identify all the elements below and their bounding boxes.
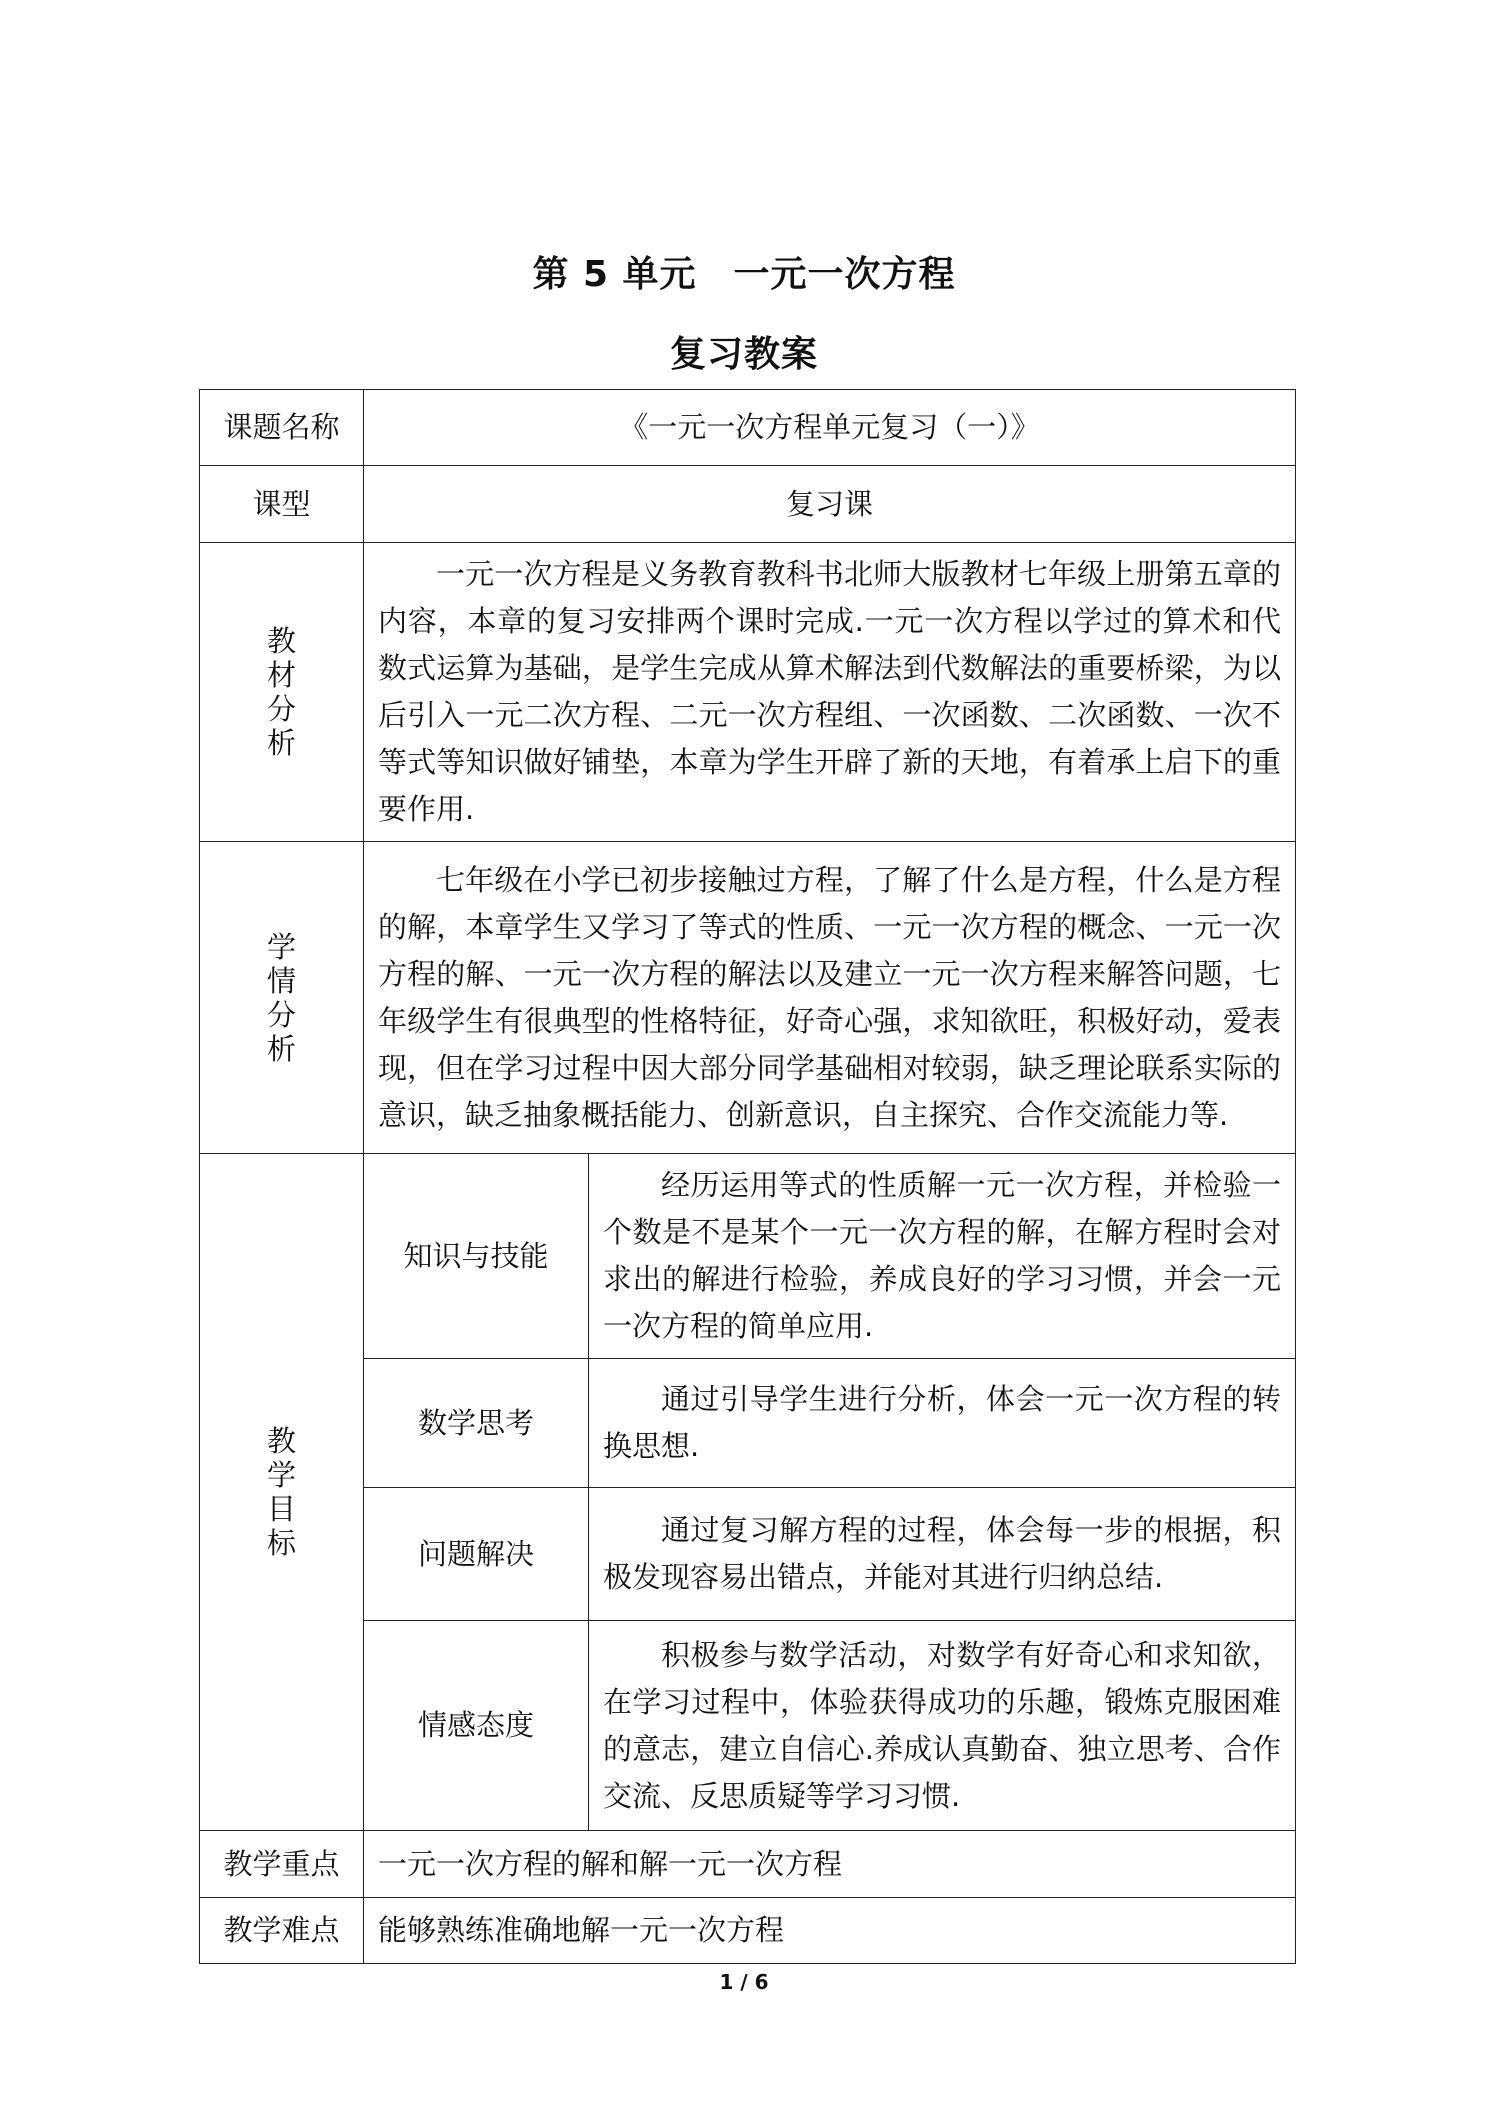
material-label-char: 析 [266, 726, 296, 760]
row-difficulty [200, 1898, 1296, 1964]
difficulty-value: 能够熟练准确地解一元一次方程 [364, 1898, 1296, 1964]
goal-label: 知识与技能 [364, 1154, 589, 1359]
material-text: 一元一次方程是义务教育教科书北师大版教材七年级上册第五章的内容，本章的复习安排两个课时完成.一元一次方程以学过的算术和代数式运算为基础，是学生完成从算术解法到代数解法的重要桥梁，为以后引入一元二次方程、二元一次方程组、一次函数、二次函数、一次不等式等知识做好铺垫，本章为学生开辟了新的天地，有着承上启下的重要作用. [364, 543, 1296, 842]
lesson-plan-table [199, 389, 1296, 1964]
goals-label-char: 教 [266, 1424, 296, 1458]
goal-text: 通过引导学生进行分析，体会一元一次方程的转换思想. [589, 1359, 1296, 1488]
students-text: 七年级在小学已初步接触过方程，了解了什么是方程，什么是方程的解，本章学生又学习了等式的性质、一元一次方程的概念、一元一次方程的解、一元一次方程的解法以及建立一元一次方程来解答问题，七年级学生有很典型的性格特征，好奇心强，求知欲旺，积极好动，爱表现，但在学习过程中因大部分同学基础相对较弱，缺乏理论联系实际的意识，缺乏抽象概括能力、创新意识，自主探究、合作交流能力等. [364, 842, 1296, 1154]
material-label [200, 543, 364, 842]
page-number: 1 / 6 [719, 1970, 769, 1994]
students-label [200, 842, 364, 1154]
topic-value: 《一元一次方程单元复习（一）》 [364, 390, 1296, 466]
students-label-char: 分 [266, 997, 296, 1032]
document-title: 第 5 单元 一元一次方程 [532, 254, 956, 295]
material-label-char: 教 [266, 624, 296, 658]
students-label-char: 学 [266, 929, 296, 964]
goal-text: 经历运用等式的性质解一元一次方程，并检验一个数是不是某个一元一次方程的解，在解方程时会对求出的解进行检验，养成良好的学习习惯，并会一元一次方程的简单应用. [589, 1154, 1296, 1359]
students-label-char: 情 [266, 963, 296, 998]
row-goal-problem [200, 1488, 1296, 1621]
goal-label: 情感态度 [364, 1621, 589, 1831]
row-goal-thinking [200, 1359, 1296, 1488]
row-topic [200, 390, 1296, 466]
goals-label-char: 标 [266, 1526, 296, 1560]
goal-label: 数学思考 [364, 1359, 589, 1488]
material-label-char: 材 [266, 658, 296, 692]
goals-label-char: 目 [266, 1492, 296, 1526]
type-label: 课型 [200, 466, 364, 543]
document-subtitle: 复习教案 [669, 334, 818, 375]
students-label-char: 析 [266, 1031, 296, 1066]
key-point-label: 教学重点 [200, 1831, 364, 1898]
key-point-value: 一元一次方程的解和解一元一次方程 [364, 1831, 1296, 1898]
row-goal-attitude [200, 1621, 1296, 1831]
row-students [200, 842, 1296, 1154]
row-material [200, 543, 1296, 842]
difficulty-label: 教学难点 [200, 1898, 364, 1964]
row-type [200, 466, 1296, 543]
goals-label-char: 学 [266, 1458, 296, 1492]
goals-label [200, 1154, 364, 1831]
row-key-point [200, 1831, 1296, 1898]
row-goal-knowledge [200, 1154, 1296, 1359]
goal-text: 积极参与数学活动，对数学有好奇心和求知欲，在学习过程中，体验获得成功的乐趣，锻炼克服困难的意志，建立自信心.养成认真勤奋、独立思考、合作交流、反思质疑等学习习惯. [589, 1621, 1296, 1831]
topic-label: 课题名称 [200, 390, 364, 466]
type-value: 复习课 [364, 466, 1296, 543]
goal-text: 通过复习解方程的过程，体会每一步的根据，积极发现容易出错点，并能对其进行归纳总结. [589, 1488, 1296, 1621]
goal-label: 问题解决 [364, 1488, 589, 1621]
material-label-char: 分 [266, 692, 296, 726]
